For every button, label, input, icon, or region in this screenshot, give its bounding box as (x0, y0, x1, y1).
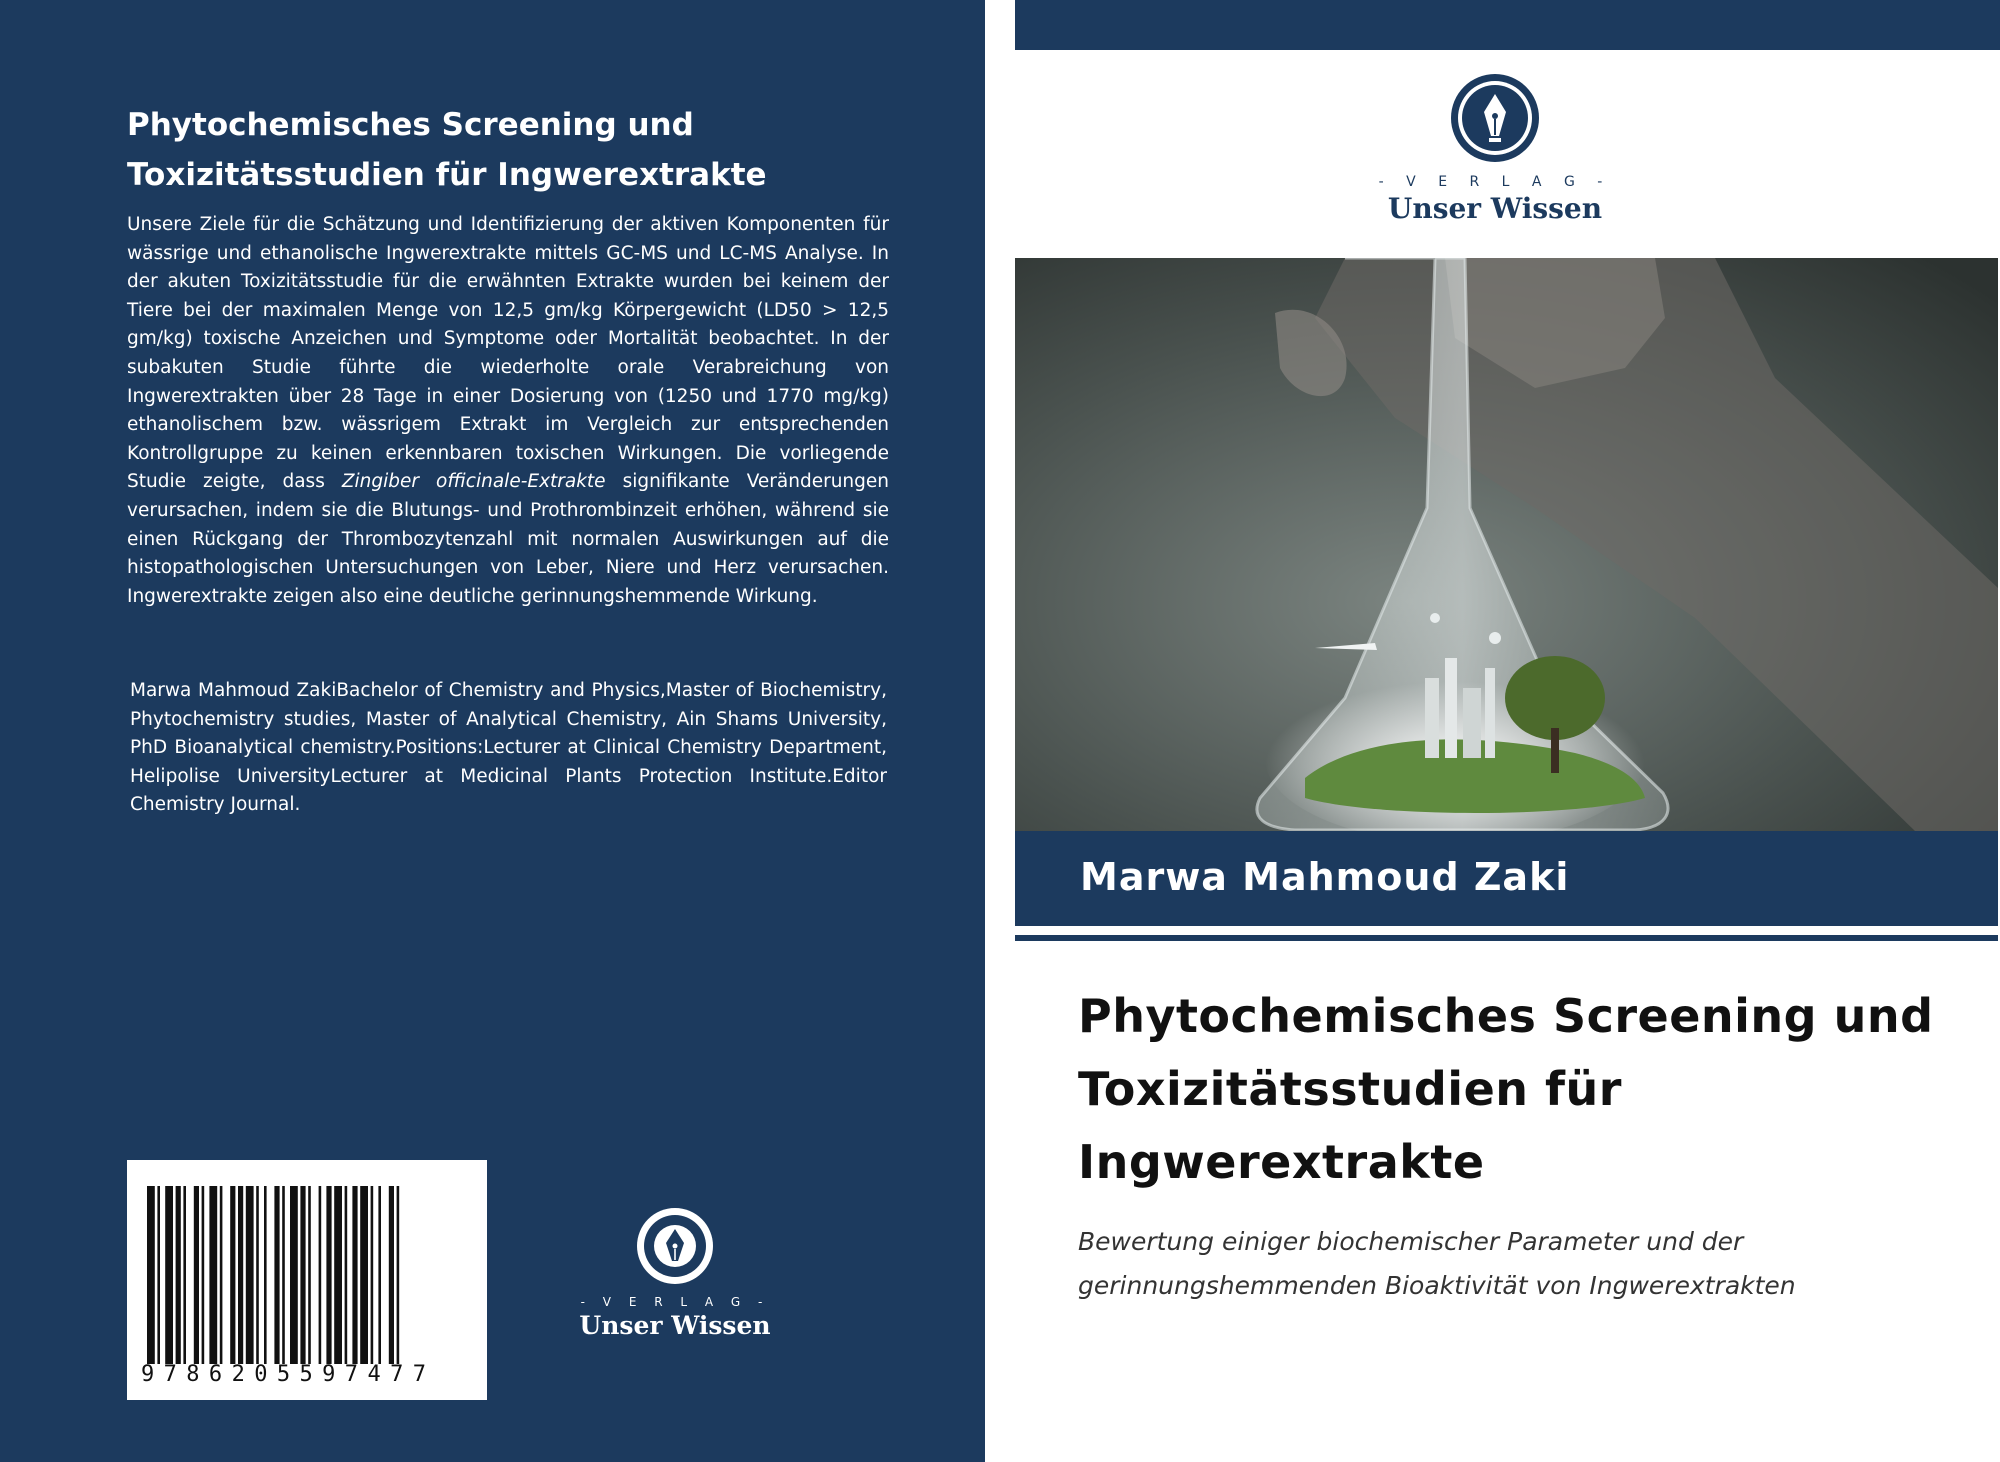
isbn-digits: 9786205597477 (141, 1362, 436, 1387)
front-publisher-logo (1345, 72, 1645, 225)
author-bio: Marwa Mahmoud ZakiBachelor of Chemistry and Physics,Master of Biochemistry, Phytochemistry studies, Master of Analytical Chemistry, Ain Shams University, PhD Bioanalytical chemistry.Positions:Lecturer at Clinical Chemistry Department, Helipolise UniversityLecturer at Medicinal Plants Protection Institute.Editor Chemistry Journal. (130, 680, 887, 816)
publisher-verlag-label: - V E R L A G - (580, 1295, 770, 1309)
back-cover-blurb (127, 211, 889, 611)
front-cover-subtitle: Bewertung einiger biochemischer Parameter und der gerinnungshemmenden Bioaktivität von Ingwerextrakten (1078, 1227, 1796, 1300)
divider-rule (1015, 935, 1998, 941)
back-cover-title: Phytochemisches Screening und Toxizitätsstudien für Ingwerextrakte (127, 107, 767, 193)
back-publisher-logo (560, 1205, 790, 1340)
author-name: Marwa Mahmoud Zaki (1080, 855, 1570, 899)
barcode-icon (147, 1186, 465, 1364)
publisher-name: Unser Wissen (1387, 192, 1603, 225)
fountain-pen-nib-icon (1449, 72, 1541, 164)
blurb-italic-species: Zingiber officinale-Extrakte (341, 471, 606, 493)
isbn-barcode (127, 1160, 487, 1400)
blurb-text-part-1: Unsere Ziele für die Schätzung und Identifizierung der aktiven Komponenten für wässrige und ethanolische Ingwerextrakte mittels GC-MS und LC-MS Analyse. In der akuten Toxizitätsstudie für die erwähnten Extrakte wurden bei keinem der Tiere bei der maximalen Menge von 12,5 gm/kg Körpergewicht (LD50 > 12,5 gm/kg) toxische Anzeichen und Symptome oder Mortalität beobachtet. In der subakuten Studie führte die wiederholte orale Verabreichung von Ingwerextrakten über 28 Tage in einer Dosierung von (1250 und 1770 mg/kg) ethanolischem bzw. wässrigem Extrakt im Vergleich zur entsprechenden Kontrollgruppe zu keinen erkennbaren toxischen Wirkungen. Die vorliegende Studie zeigte, dass (127, 214, 889, 493)
publisher-verlag-label: - V E R L A G - (1378, 174, 1612, 190)
author-band (1015, 831, 1998, 926)
blurb-text-part-2: signifikante Veränderungen verursachen, indem sie die Blutungs- und Prothrombinzeit erhöhen, während sie einen Rückgang der Thrombozytenzahl mit normalen Auswirkungen auf die histopathologischen Untersuchungen von Leber, Niere und Herz verursachen. Ingwerextrakte zeigen also eine deutliche gerinnungshemmende Wirkung. (127, 471, 889, 607)
front-top-bar (1015, 0, 2000, 50)
front-cover-title: Phytochemisches Screening und Toxizitätsstudien für Ingwerextrakte (1078, 989, 1934, 1189)
back-cover (0, 0, 985, 1462)
fountain-pen-nib-icon (634, 1205, 716, 1287)
spine (985, 0, 1015, 1462)
cover-photo-hand-holding-flask (1015, 258, 1998, 831)
publisher-name: Unser Wissen (579, 1311, 771, 1340)
